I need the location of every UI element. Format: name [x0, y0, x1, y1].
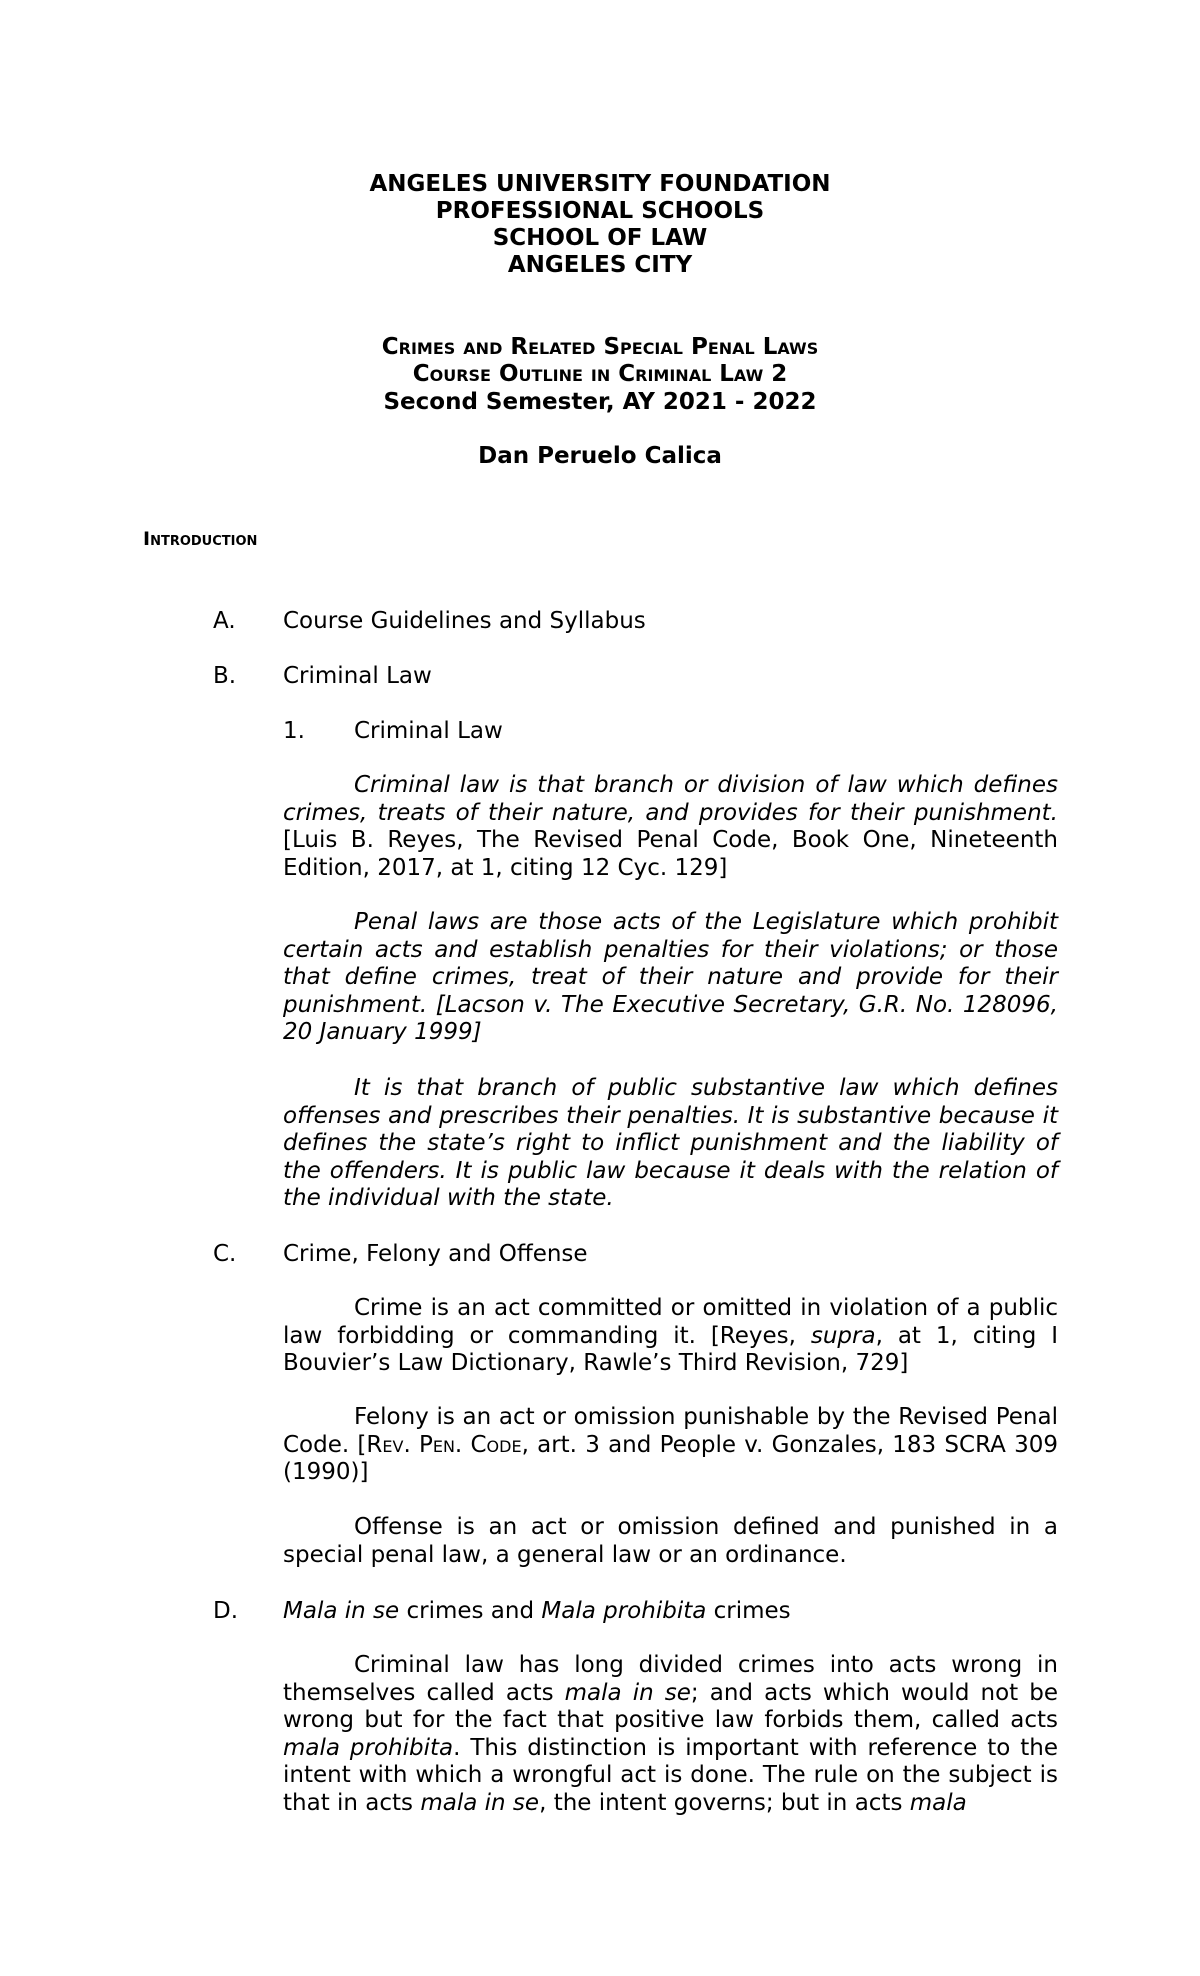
institution-name: ANGELES UNIVERSITY FOUNDATION	[369, 171, 831, 197]
paragraph-offense-definition: Offense is an act or omission defined and punished in a special penal law, a general law or an ordinance.	[283, 1514, 1058, 1568]
course-author: Dan Peruelo Calica	[478, 443, 722, 469]
text-run-italic: mala prohibita	[283, 1734, 454, 1761]
citation-text: [Luis B. Reyes, The Revised Penal Code, Book One, Nineteenth Edition, 2017, at 1, citing 12 Cyc. 129]	[283, 827, 1058, 881]
outline-heading-b: Criminal Law	[283, 663, 432, 689]
text-run: crimes and	[399, 1598, 542, 1624]
institution-school: SCHOOL OF LAW	[492, 225, 708, 251]
outline-heading-a: Course Guidelines and Syllabus	[283, 608, 646, 634]
text-run-italic: Mala in se	[283, 1598, 400, 1624]
definition-text: Criminal law is that branch or division of law which defines crimes, treats of their nature, and provides for their punishment.	[283, 772, 1058, 826]
paragraph-crime-definition	[283, 1295, 1058, 1378]
paragraph-public-substantive-law: It is that branch of public substantive law which defines offenses and prescribes their penalties. It is substantive because it defines the state’s right to inflict punishment and the liability of the offenders. It is public law because it deals with the relation of the individual with the state.	[283, 1075, 1058, 1211]
text-run: , the intent governs; but in acts	[539, 1789, 910, 1816]
text-run-italic: mala	[909, 1789, 967, 1816]
institution-division: PROFESSIONAL SCHOOLS	[435, 198, 765, 224]
text-run: Criminal law has long divided crimes into acts wrong in themselves called acts	[283, 1652, 1058, 1706]
text-run: Crime is an act committed or omitted in violation of a public law forbidding or commanding it. [Reyes,	[283, 1295, 1058, 1349]
outline-label-b1: 1.	[283, 718, 305, 744]
outline-label-a: A.	[213, 608, 236, 634]
paragraph-criminal-law-definition	[283, 772, 1058, 882]
text-run-smallcaps: Rev. Pen. Code	[366, 1431, 522, 1458]
outline-label-d: D.	[213, 1598, 239, 1624]
section-heading: Introduction	[143, 528, 258, 550]
text-run-italic: Mala prohibita	[541, 1598, 707, 1624]
text-run: ; and acts which would not be wrong but for the fact that positive law forbids them, called acts	[283, 1679, 1058, 1733]
outline-label-b: B.	[213, 663, 237, 689]
text-run: Felony is an act or omission punishable by the Revised Penal Code. [	[283, 1404, 1058, 1458]
text-run-italic: mala in se	[564, 1679, 691, 1706]
outline-heading-c: Crime, Felony and Offense	[283, 1241, 588, 1267]
outline-heading-b1: Criminal Law	[354, 718, 503, 744]
paragraph-mala-in-se	[283, 1652, 1058, 1817]
text-run: , at 1, citing I Bouvier’s Law Dictionary, Rawle’s Third Revision, 729]	[283, 1322, 1059, 1376]
paragraph-penal-laws: Penal laws are those acts of the Legislature which prohibit certain acts and establish penalties for their violations; or those that define crimes, treat of their nature and provide for their punishment. [Lacson v. The Executive Secretary, G.R. No. 128096, 20 January 1999]	[283, 909, 1058, 1045]
text-run: , art. 3 and People v. Gonzales, 183 SCRA 309 (1990)]	[283, 1431, 1058, 1485]
institution-city: ANGELES CITY	[507, 252, 693, 278]
text-run-italic: supra	[810, 1322, 876, 1349]
course-title: Crimes and Related Special Penal Laws	[381, 334, 819, 360]
text-run: . This distinction is important with reference to the intent with which a wrongful act is done. The rule on the subject is that in acts	[283, 1734, 1059, 1816]
outline-heading-d	[283, 1597, 791, 1625]
paragraph-felony-definition	[283, 1404, 1058, 1487]
outline-label-c: C.	[213, 1241, 237, 1267]
text-run-italic: mala in se	[420, 1789, 540, 1816]
course-semester: Second Semester, AY 2021 - 2022	[383, 389, 817, 415]
course-subtitle: Course Outline in Criminal Law 2	[412, 361, 788, 387]
text-run: crimes	[706, 1598, 791, 1624]
